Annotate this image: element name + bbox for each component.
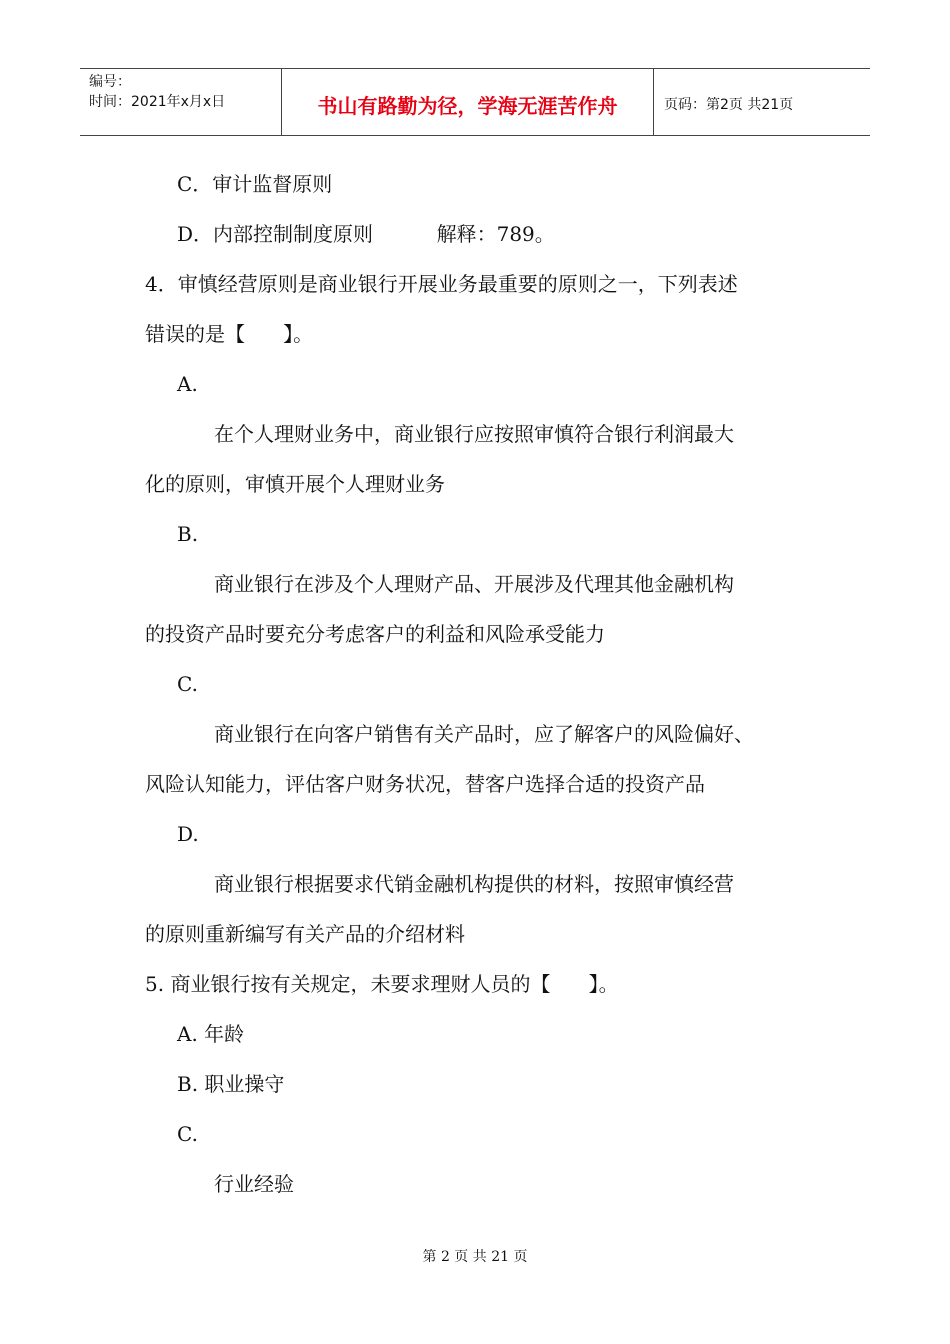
page-footer: 第 2 页 共 21 页 bbox=[422, 1249, 528, 1265]
document-header bbox=[80, 68, 870, 136]
question-4-line-1: 4．审慎经营原则是商业银行开展业务最重要的原则之一，下列表述 bbox=[145, 272, 738, 296]
question-5-line: 5. 商业银行按有关规定，未要求理财人员的【 】。 bbox=[145, 972, 619, 996]
q4-option-b-text-2: 的投资产品时要充分考虑客户的利益和风险承受能力 bbox=[145, 622, 605, 646]
q4-option-d-label: D. bbox=[177, 822, 199, 846]
header-motto: 书山有路勤为径，学海无涯苦作舟 bbox=[282, 69, 654, 135]
document-number-label: 编号： bbox=[89, 74, 131, 90]
q5-option-c-label: C. bbox=[177, 1122, 198, 1146]
q4-option-a-text-1: 在个人理财业务中，商业银行应按照审慎符合银行利润最大 bbox=[214, 422, 734, 446]
q4-option-d-text-1: 商业银行根据要求代销金融机构提供的材料，按照审慎经营 bbox=[214, 872, 734, 896]
question-4-line-2: 错误的是【 】。 bbox=[145, 322, 314, 346]
q4-option-b-label: B. bbox=[177, 522, 199, 546]
q4-option-a-text-2: 化的原则，审慎开展个人理财业务 bbox=[145, 472, 445, 496]
q5-option-a-line: A. 年龄 bbox=[177, 1022, 245, 1046]
q4-option-a-label: A. bbox=[177, 372, 198, 396]
q4-option-c-text-1: 商业银行在向客户销售有关产品时，应了解客户的风险偏好、 bbox=[214, 722, 754, 746]
q5-option-c-text: 行业经验 bbox=[214, 1172, 294, 1196]
q4-option-c-label: C. bbox=[177, 672, 198, 696]
option-d-internal-control-line: D．内部控制制度原则 解释：789。 bbox=[177, 222, 555, 246]
header-meta-cell bbox=[80, 69, 282, 135]
q4-option-d-text-2: 的原则重新编写有关产品的介绍材料 bbox=[145, 922, 465, 946]
header-page-info: 页码：第2页 共21页 bbox=[664, 97, 794, 113]
document-date-label: 时间：2021年x月x日 bbox=[89, 94, 226, 110]
q4-option-c-text-2: 风险认知能力，评估客户财务状况，替客户选择合适的投资产品 bbox=[145, 772, 705, 796]
q5-option-b-line: B. 职业操守 bbox=[177, 1072, 285, 1096]
option-c-audit-line: C．审计监督原则 bbox=[177, 172, 333, 196]
q4-option-b-text-1: 商业银行在涉及个人理财产品、开展涉及代理其他金融机构 bbox=[214, 572, 734, 596]
